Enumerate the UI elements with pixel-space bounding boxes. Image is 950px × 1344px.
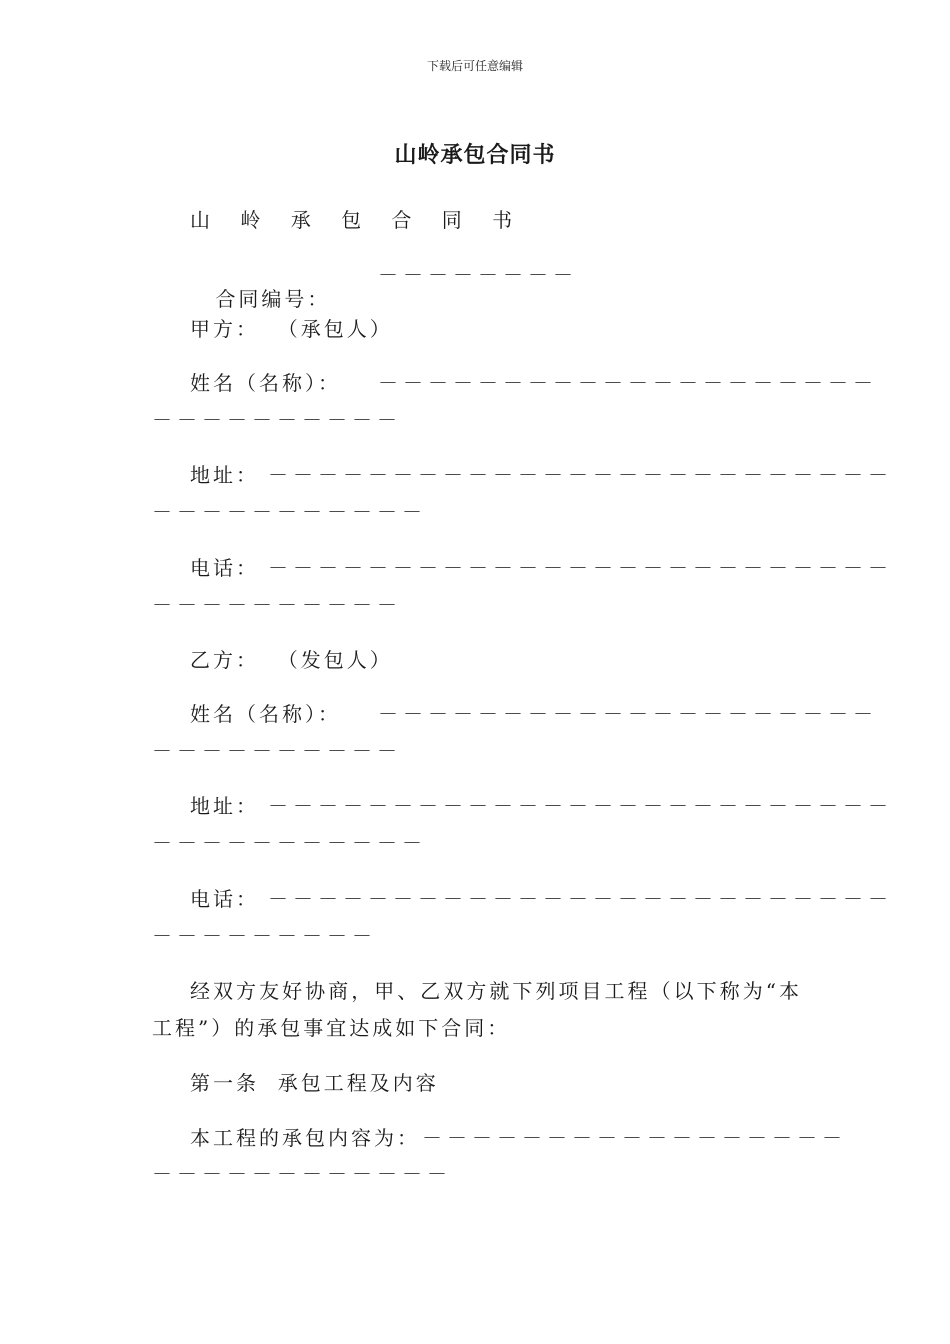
article-1-content-label: 本工程的承包内容为：	[190, 1126, 420, 1150]
party-a-name-blank: －－－－－－－－－－－－－－－－－－－－	[378, 371, 878, 395]
party-b-address-label: 地址：	[190, 794, 259, 818]
party-b-address-blank: －－－－－－－－－－－－－－－－－－－－－－－－－	[268, 794, 893, 818]
party-a-address-blank: －－－－－－－－－－－－－－－－－－－－－－－－－	[268, 463, 893, 487]
article-1-content-blank: －－－－－－－－－－－－－－－－－	[422, 1126, 847, 1150]
contract-number-blank: －－－－－－－－	[378, 263, 578, 287]
party-a-name-blank-cont: －－－－－－－－－－	[152, 408, 402, 432]
party-a-phone-label: 电话：	[190, 556, 259, 580]
document-title: 山岭承包合同书	[394, 143, 556, 168]
party-b-phone-blank: －－－－－－－－－－－－－－－－－－－－－－－－－	[268, 887, 893, 911]
article-1-heading: 第一条 承包工程及内容	[190, 1071, 439, 1095]
party-b-phone-label: 电话：	[190, 887, 259, 911]
party-a-phone-blank-cont: －－－－－－－－－－	[152, 593, 402, 617]
party-b-name-label: 姓名（名称）：	[190, 702, 341, 726]
party-a-address-blank-cont: －－－－－－－－－－－	[152, 500, 427, 524]
party-a-address-label: 地址：	[190, 463, 259, 487]
party-a-heading: 甲方： （承包人）	[190, 317, 393, 341]
article-1-content-blank-cont: －－－－－－－－－－－－	[152, 1162, 452, 1186]
party-b-address-blank-cont: －－－－－－－－－－－	[152, 831, 427, 855]
subtitle: 山 岭 承 包 合 同 书	[190, 208, 525, 232]
intro-paragraph: 经双方友好协商，甲、乙双方就下列项目工程（以下称为“本工程”）的承包事宜达成如下合同：	[152, 979, 802, 1040]
contract-number-label: 合同编号：	[215, 287, 331, 311]
party-b-phone-blank-cont: －－－－－－－－－	[152, 924, 377, 948]
party-a-phone-blank: －－－－－－－－－－－－－－－－－－－－－－－－－	[268, 556, 893, 580]
party-b-heading: 乙方： （发包人）	[190, 648, 393, 672]
header-note: 下载后可任意编辑	[426, 59, 523, 73]
party-b-name-blank: －－－－－－－－－－－－－－－－－－－－	[378, 702, 878, 726]
party-b-name-blank-cont: －－－－－－－－－－	[152, 739, 402, 763]
party-a-name-label: 姓名（名称）：	[190, 371, 341, 395]
